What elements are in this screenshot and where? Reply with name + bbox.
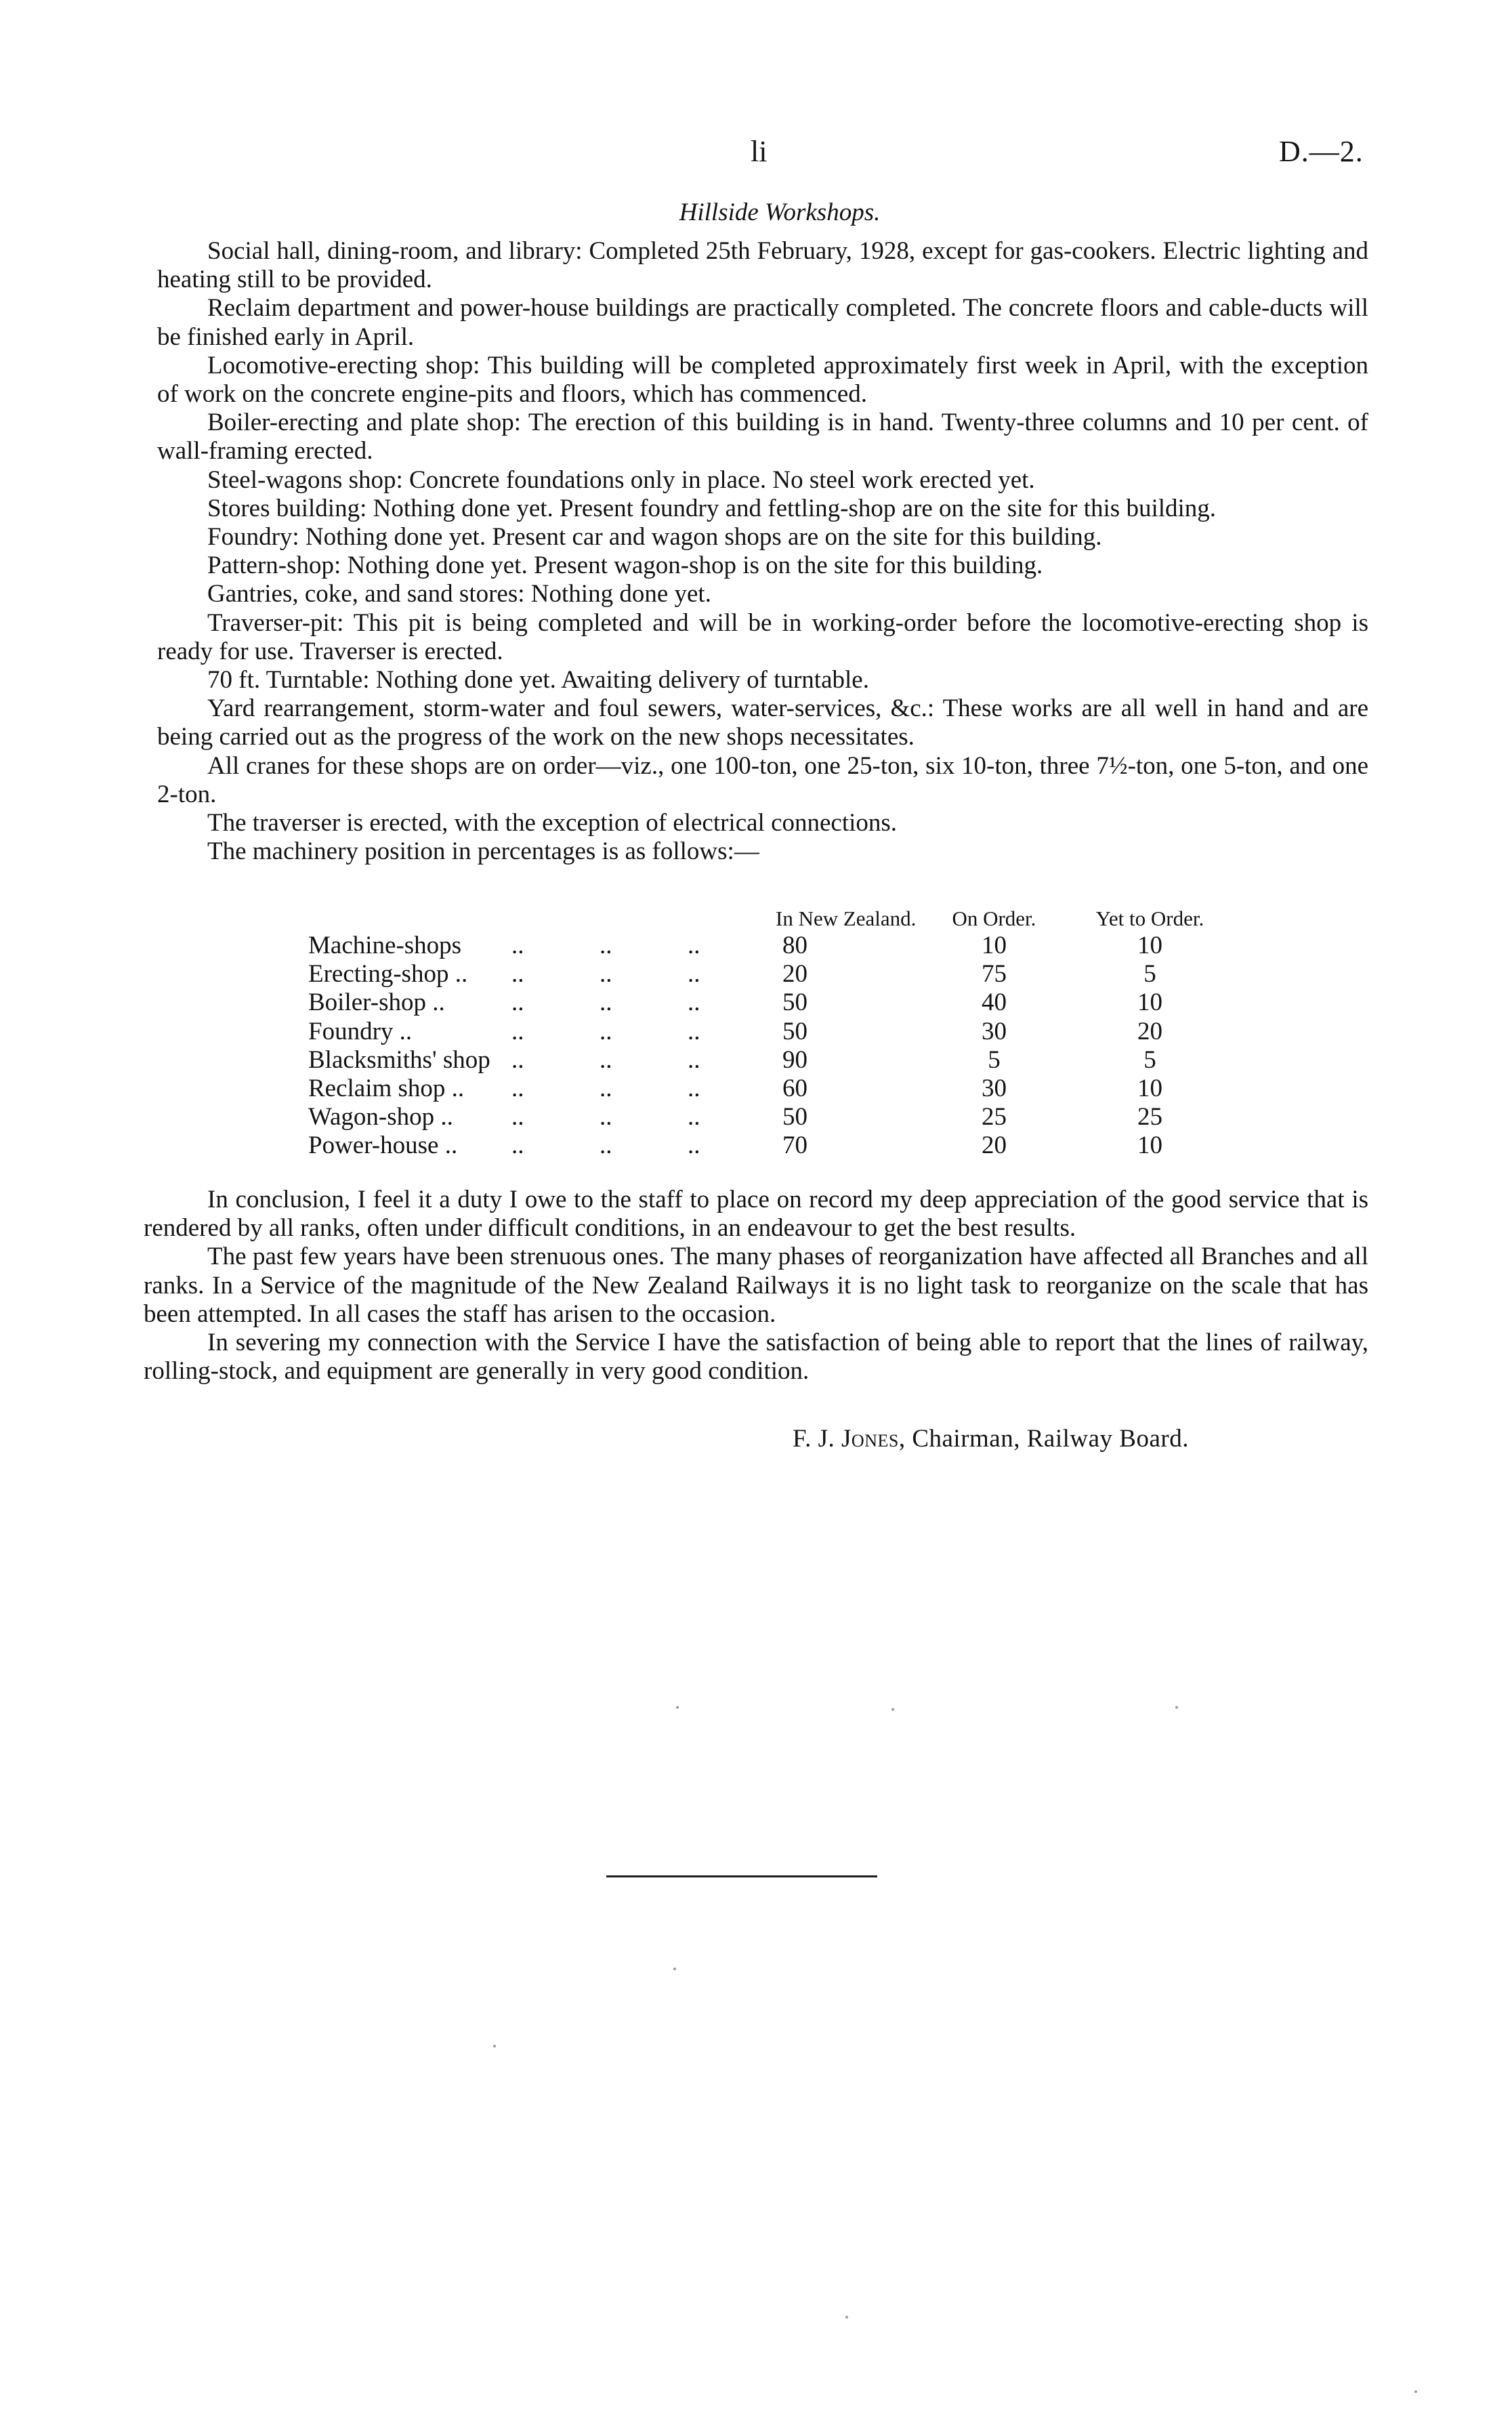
header-yet-to-order: Yet to Order.: [1095, 907, 1204, 930]
paragraph: 70 ft. Turntable: Nothing done yet. Awaiting delivery of turntable.: [207, 666, 869, 694]
in-new-zealand-cell: 80: [782, 932, 807, 959]
document-reference: D.—2.: [1279, 135, 1364, 168]
signature-surname: Jones: [841, 1425, 899, 1453]
paragraph: Steel-wagons shop: Concrete foundations only in place. No steel work erected yet.: [207, 465, 1035, 494]
leader-dots: ..: [600, 1045, 612, 1074]
leader-dots-cell: [511, 1046, 776, 1075]
leader-dots-cell: [511, 1103, 776, 1131]
scan-speck: [1414, 2390, 1417, 2393]
on-order-cell: 75: [981, 960, 1007, 989]
shop-name-cell: Erecting-shop ..: [308, 960, 468, 989]
yet-to-order-cell: 25: [1137, 1103, 1162, 1131]
in-new-zealand-cell: 20: [782, 960, 807, 989]
leader-dots: ..: [600, 989, 612, 1017]
paragraph: Locomotive-erecting shop: This building will be completed approximately first week in April, with the exception of work on the concrete engine-pits and floors, which has commenced.: [157, 351, 1368, 409]
leader-dots: ..: [688, 1131, 700, 1160]
shop-name-cell: Power-house ..: [308, 1131, 458, 1160]
leader-dots: ..: [511, 1103, 524, 1131]
leader-dots: ..: [688, 932, 700, 959]
leader-dots: ..: [600, 932, 612, 959]
scan-speck: [891, 1708, 894, 1711]
paragraph: Reclaim department and power-house buildings are practically completed. The concrete floors and cable-ducts will be finished early in April.: [157, 294, 1368, 351]
leader-dots: ..: [688, 960, 700, 989]
paragraph: Yard rearrangement, storm-water and foul sewers, water-services, &c.: These works are all well in hand and are being carried out as the progress of the work on the new shops necessitates.: [157, 694, 1368, 751]
paragraph: Foundry: Nothing done yet. Present car and wagon shops are on the site for this building.: [207, 523, 1102, 552]
signature-initials: F. J.: [793, 1425, 835, 1453]
shop-name-cell: Wagon-shop ..: [308, 1103, 453, 1131]
yet-to-order-cell: 5: [1143, 1045, 1156, 1074]
in-new-zealand-cell: 50: [782, 1017, 807, 1045]
leader-dots: ..: [600, 1017, 612, 1045]
shop-name-cell: Machine-shops: [308, 932, 462, 959]
leader-dots-cell: [511, 989, 776, 1017]
scan-speck: [845, 2316, 848, 2318]
on-order-cell: 40: [981, 989, 1007, 1017]
machinery-table: [308, 906, 1227, 1161]
leader-dots: ..: [600, 1103, 612, 1131]
table-row: [308, 989, 1227, 1017]
signature: [793, 1424, 1189, 1453]
shop-name-cell: Blacksmiths' shop: [308, 1045, 490, 1074]
on-order-cell: 25: [981, 1103, 1007, 1131]
leader-dots: ..: [688, 1017, 700, 1045]
yet-to-order-cell: 10: [1137, 932, 1162, 959]
table-row: [308, 1131, 1227, 1160]
leader-dots-cell: [511, 932, 776, 960]
on-order-cell: 5: [988, 1045, 1001, 1074]
leader-dots-cell: [511, 1018, 776, 1046]
leader-dots: ..: [511, 932, 524, 959]
paragraph: Traverser-pit: This pit is being completed and will be in working-order before the locomotive-erecting shop is ready for use. Traverser is erected.: [157, 608, 1368, 665]
in-new-zealand-cell: 90: [782, 1045, 807, 1074]
paragraph: Gantries, coke, and sand stores: Nothing done yet.: [207, 580, 711, 608]
page-number: li: [751, 135, 768, 168]
leader-dots: ..: [511, 1131, 524, 1160]
leader-dots: ..: [511, 960, 524, 989]
scan-speck: [1175, 1706, 1178, 1709]
yet-to-order-cell: 10: [1137, 1075, 1162, 1103]
in-new-zealand-cell: 50: [782, 1103, 807, 1131]
closing-text: [144, 1186, 1368, 1386]
leader-dots: ..: [511, 1075, 524, 1103]
on-order-cell: 30: [981, 1017, 1007, 1045]
header-on-order: On Order.: [952, 907, 1036, 930]
in-new-zealand-cell: 70: [782, 1131, 807, 1160]
closing-paragraph: In conclusion, I feel it a duty I owe to the staff to place on record my deep appreciation of the good service that is rendered by all ranks, often under difficult conditions, in an endeavour to get the best results.: [144, 1186, 1368, 1243]
on-order-cell: 10: [981, 932, 1007, 959]
yet-to-order-cell: 10: [1137, 989, 1162, 1017]
leader-dots: ..: [511, 1017, 524, 1045]
table-row: [308, 932, 1227, 960]
leader-dots: ..: [600, 1131, 612, 1160]
body-text: [157, 237, 1368, 866]
signature-title: , Chairman, Railway Board.: [898, 1425, 1189, 1453]
header-in-new-zealand: In New Zealand.: [776, 907, 917, 930]
table-row: [308, 1103, 1227, 1131]
closing-rule: [606, 1875, 877, 1877]
paragraph: The traverser is erected, with the exception of electrical connections.: [207, 809, 898, 837]
table-header-row: [308, 906, 1227, 932]
leader-dots-cell: [511, 1075, 776, 1103]
leader-dots-cell: [511, 1131, 776, 1160]
yet-to-order-cell: 10: [1137, 1131, 1162, 1160]
yet-to-order-cell: 5: [1143, 960, 1156, 989]
on-order-cell: 30: [981, 1075, 1007, 1103]
on-order-cell: 20: [981, 1131, 1007, 1160]
in-new-zealand-cell: 60: [782, 1075, 807, 1103]
table-row: [308, 960, 1227, 989]
leader-dots: ..: [688, 989, 700, 1017]
shop-name-cell: Reclaim shop ..: [308, 1075, 465, 1103]
paragraph: All cranes for these shops are on order—viz., one 100-ton, one 25-ton, six 10-ton, three 7½-ton, one 5-ton, and one 2-ton.: [157, 751, 1368, 808]
leader-dots: ..: [688, 1045, 700, 1074]
paragraph: Stores building: Nothing done yet. Present foundry and fettling-shop are on the site for this building.: [207, 494, 1217, 522]
leader-dots: ..: [688, 1075, 700, 1103]
paragraph: Social hall, dining-room, and library: Completed 25th February, 1928, except for gas-cookers. Electric lighting and heating still to be provided.: [157, 237, 1368, 294]
leader-dots: ..: [688, 1103, 700, 1131]
scan-speck: [493, 2045, 496, 2047]
table-row: [308, 1018, 1227, 1046]
scan-speck: [676, 1706, 679, 1709]
yet-to-order-cell: 20: [1137, 1017, 1162, 1045]
scan-speck: [673, 1968, 676, 1970]
paragraph: The machinery position in percentages is as follows:—: [207, 837, 759, 866]
leader-dots: ..: [600, 960, 612, 989]
leader-dots-cell: [511, 960, 776, 989]
leader-dots: ..: [511, 1045, 524, 1074]
closing-paragraph: The past few years have been strenuous ones. The many phases of reorganization have affected all Branches and all ranks. In a Service of the magnitude of the New Zealand Railways it is no light task to reorganize on the scale that has been attempted. In all cases the staff has arisen to the occasion.: [144, 1243, 1368, 1328]
machinery-table-body: [308, 932, 1227, 1161]
paragraph: Boiler-erecting and plate shop: The erection of this building is in hand. Twenty-three columns and 10 per cent. of wall-framing erected.: [157, 409, 1368, 465]
closing-paragraph: In severing my connection with the Service I have the satisfaction of being able to report that the lines of railway, rolling-stock, and equipment are generally in very good condition.: [144, 1329, 1368, 1386]
shop-name-cell: Boiler-shop ..: [308, 989, 445, 1017]
leader-dots: ..: [511, 989, 524, 1017]
section-title: Hillside Workshops.: [679, 199, 881, 226]
paragraph: Pattern-shop: Nothing done yet. Present wagon-shop is on the site for this building.: [207, 552, 1043, 580]
leader-dots: ..: [600, 1075, 612, 1103]
in-new-zealand-cell: 50: [782, 989, 807, 1017]
table-row: [308, 1075, 1227, 1103]
table-row: [308, 1046, 1227, 1075]
shop-name-cell: Foundry ..: [308, 1017, 413, 1045]
